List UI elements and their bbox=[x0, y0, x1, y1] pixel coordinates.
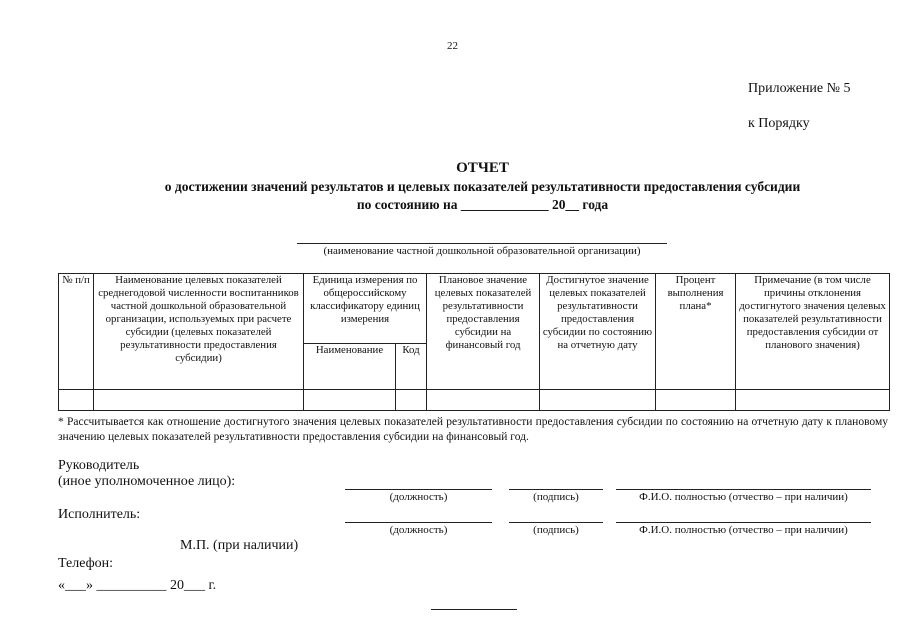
appendix-label: Приложение № 5 bbox=[748, 81, 851, 96]
organization-name-line bbox=[297, 243, 667, 244]
executor-name-caption: Ф.И.О. полностью (отчество – при наличии) bbox=[639, 524, 848, 536]
table-cell bbox=[304, 390, 396, 411]
table-cell bbox=[540, 390, 656, 411]
header-note: Примечание (в том числе причины отклонения достигнутого значения целевых показателей результативности предоставления субсидии от планового значения) bbox=[736, 274, 890, 390]
header-planned: Плановое значение целевых показателей результативности предоставления субсидии на финансовый год bbox=[427, 274, 540, 390]
header-indicator: Наименование целевых показателей среднегодовой численности воспитанников частной дошкольной образовательной организации, используемых при расчете субсидии (целевых показателей результативности предоставления субсидии) bbox=[94, 274, 304, 390]
footnote: * Рассчитывается как отношение достигнутого значения целевых показателей результативности предоставления субсидии по состоянию на отчетную дату к плановому значению целевых показателей результативности предоставления субсидии на финансовый год. bbox=[58, 416, 888, 443]
header-achieved: Достигнутое значение целевых показателей результативности предоставления субсидии по состоянию на отчетную дату bbox=[540, 274, 656, 390]
stamp-label: М.П. (при наличии) bbox=[180, 538, 299, 553]
header-unit-code: Код bbox=[396, 344, 427, 390]
table-cell bbox=[59, 390, 94, 411]
date-line: «___» __________ 20___ г. bbox=[58, 578, 217, 593]
head-label-note: (иное уполномоченное лицо): bbox=[58, 474, 236, 489]
organization-caption: (наименование частной дошкольной образовательной организации) bbox=[323, 245, 641, 257]
executor-position-line bbox=[345, 522, 492, 523]
table-cell bbox=[396, 390, 427, 411]
header-unit-name: Наименование bbox=[304, 344, 396, 390]
table-row bbox=[59, 390, 890, 411]
table-cell bbox=[736, 390, 890, 411]
head-name-line bbox=[616, 489, 871, 490]
executor-label: Исполнитель: bbox=[58, 507, 141, 522]
header-number: № п/п bbox=[59, 274, 94, 390]
head-label: Руководитель bbox=[58, 458, 140, 473]
table-cell bbox=[656, 390, 736, 411]
head-position-line bbox=[345, 489, 492, 490]
page-number: 22 bbox=[447, 40, 458, 52]
executor-position-caption: (должность) bbox=[389, 524, 448, 536]
report-subtitle: о достижении значений результатов и целевых показателей результативности предоставления субсидии bbox=[164, 179, 801, 194]
phone-label: Телефон: bbox=[58, 556, 114, 571]
report-date-line: по состоянию на _____________ 20__ года bbox=[356, 197, 609, 212]
bottom-rule bbox=[431, 609, 517, 610]
head-signature-caption: (подпись) bbox=[533, 491, 579, 503]
order-reference: к Порядку bbox=[748, 116, 810, 131]
table-cell bbox=[94, 390, 304, 411]
head-name-caption: Ф.И.О. полностью (отчество – при наличии) bbox=[639, 491, 848, 503]
header-unit: Единица измерения по общероссийскому классификатору единиц измерения bbox=[304, 274, 427, 344]
report-title: ОТЧЕТ bbox=[456, 160, 509, 176]
executor-signature-line bbox=[509, 522, 603, 523]
report-table bbox=[58, 273, 890, 411]
head-position-caption: (должность) bbox=[389, 491, 448, 503]
table-cell bbox=[427, 390, 540, 411]
executor-name-line bbox=[616, 522, 871, 523]
head-signature-line bbox=[509, 489, 603, 490]
executor-signature-caption: (подпись) bbox=[533, 524, 579, 536]
header-percent: Процент выполнения плана* bbox=[656, 274, 736, 390]
